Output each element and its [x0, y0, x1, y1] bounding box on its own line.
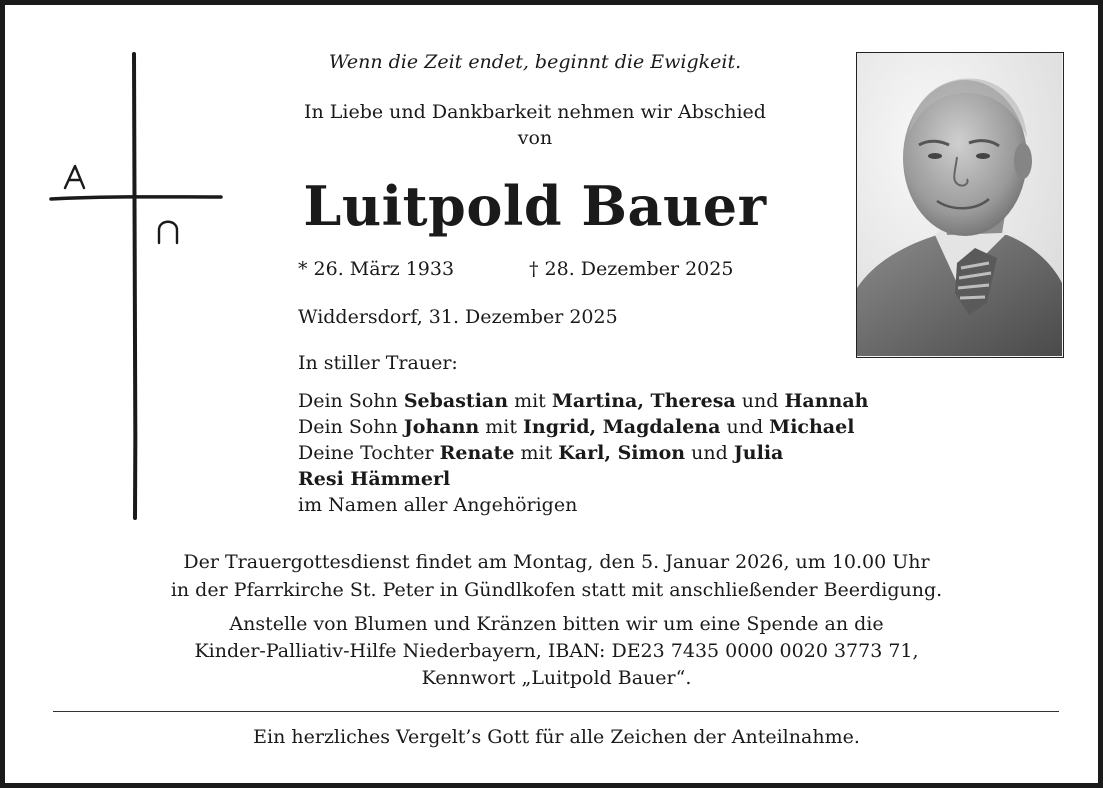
- mourner-text: und: [720, 416, 770, 438]
- place-and-date: Widdersdorf, 31. Dezember 2025: [298, 306, 618, 328]
- mourner-text: Dein Sohn: [298, 416, 404, 438]
- deceased-name: Luitpold Bauer: [303, 174, 767, 238]
- mourners-list: [298, 388, 868, 518]
- thanks-note: Ein herzliches Vergelt’s Gott für alle Zeichen der Anteilnahme.: [253, 726, 860, 748]
- mourner-name: Resi Hämmerl: [298, 468, 451, 490]
- omega-icon: [159, 222, 177, 243]
- mourner-name: Hannah: [784, 390, 869, 412]
- mourner-text: und: [735, 390, 785, 412]
- mourner-name: Julia: [733, 442, 784, 464]
- mourners-label: In stiller Trauer:: [298, 352, 458, 374]
- mourner-name: Michael: [769, 416, 855, 438]
- mourner-text: mit: [508, 390, 552, 412]
- cross-icon: [45, 50, 235, 530]
- mourners-closing: im Namen aller Angehörigen: [298, 494, 578, 516]
- mourner-text: mit: [514, 442, 559, 464]
- motto: Wenn die Zeit endet, beginnt die Ewigkeit.: [328, 51, 742, 73]
- service-line: in der Pfarrkirche St. Peter in Gündlkofen statt mit anschließender Beerdigung.: [170, 579, 943, 601]
- service-line: Der Trauergottesdienst findet am Montag, den 5. Januar 2026, um 10.00 Uhr: [183, 551, 930, 573]
- death-date: † 28. Dezember 2025: [529, 258, 734, 280]
- mourner-text: mit: [479, 416, 524, 438]
- cross-horizontal-beam: [51, 197, 221, 199]
- mourner-line: [298, 388, 868, 414]
- funeral-service-info: [45, 548, 1068, 604]
- farewell-intro-line: In Liebe und Dankbarkeit nehmen wir Abschied: [304, 101, 766, 123]
- donation-info: [45, 611, 1068, 692]
- mourner-name: Ingrid, Magdalena: [523, 416, 721, 438]
- cross-vertical-beam: [134, 54, 135, 518]
- mourner-text: Deine Tochter: [298, 442, 440, 464]
- farewell-intro: [235, 99, 835, 151]
- mourner-line: [298, 440, 868, 466]
- mourner-name: Johann: [403, 416, 480, 438]
- mourner-line: [298, 414, 868, 440]
- mourner-name: Karl, Simon: [558, 442, 686, 464]
- mourner-text: Dein Sohn: [298, 390, 404, 412]
- portrait-illustration: [857, 53, 1062, 356]
- alpha-icon: [65, 166, 84, 188]
- mourner-text: und: [685, 442, 734, 464]
- birth-date: * 26. März 1933: [298, 258, 455, 280]
- divider: [53, 711, 1059, 712]
- donation-line: Kinder-Palliativ-Hilfe Niederbayern, IBAN: DE23 7435 0000 0020 3773 71,: [194, 640, 919, 662]
- portrait-photo: [856, 52, 1064, 358]
- donation-line: Kennwort „Luitpold Bauer“.: [421, 667, 692, 689]
- donation-line: Anstelle von Blumen und Kränzen bitten wir um eine Spende an die: [229, 613, 884, 635]
- mourner-name: Renate: [439, 442, 515, 464]
- mourner-name: Martina, Theresa: [551, 390, 736, 412]
- farewell-intro-line: von: [517, 127, 553, 149]
- mourner-line: [298, 466, 868, 492]
- mourner-name: Sebastian: [403, 390, 509, 412]
